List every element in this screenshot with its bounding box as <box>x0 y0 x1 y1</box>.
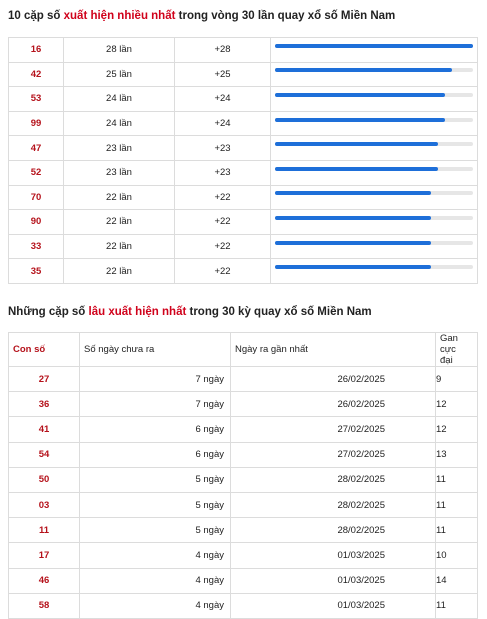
max-gan: 13 <box>436 442 478 467</box>
days-not-appeared: 5 ngày <box>80 492 231 517</box>
frequency-bar-track <box>275 118 473 122</box>
title-prefix: 10 cặp số <box>8 10 64 22</box>
pair-number: 50 <box>9 467 80 492</box>
table-row <box>9 442 478 467</box>
header-so-ngay: Số ngày chưa ra <box>80 333 231 367</box>
table-row <box>9 234 478 259</box>
last-appeared-date: 27/02/2025 <box>231 417 436 442</box>
header-gan-cuc-dai: Gan cực đại <box>436 333 478 367</box>
appear-count: 28 lần <box>64 38 175 63</box>
frequency-bar-track <box>275 68 473 72</box>
title-highlight: lâu xuất hiện nhất <box>88 306 187 318</box>
pair-number: 46 <box>9 568 80 593</box>
gan-table <box>8 332 478 619</box>
last-appeared-date: 28/02/2025 <box>231 492 436 517</box>
appear-count: 23 lần <box>64 160 175 185</box>
pair-number: 52 <box>9 160 64 185</box>
header-ngay-ra: Ngày ra gần nhất <box>231 333 436 367</box>
pair-number: 17 <box>9 543 80 568</box>
last-appeared-date: 28/02/2025 <box>231 467 436 492</box>
last-appeared-date: 28/02/2025 <box>231 518 436 543</box>
appear-diff: +22 <box>175 234 271 259</box>
max-gan: 12 <box>436 392 478 417</box>
frequency-bar-cell <box>271 111 478 136</box>
max-gan: 14 <box>436 568 478 593</box>
frequency-bar-fill <box>275 142 438 146</box>
last-appeared-date: 26/02/2025 <box>231 367 436 392</box>
frequency-bar-track <box>275 191 473 195</box>
pair-number: 41 <box>9 417 80 442</box>
days-not-appeared: 6 ngày <box>80 442 231 467</box>
appear-count: 25 lần <box>64 62 175 87</box>
appear-count: 22 lần <box>64 210 175 235</box>
frequency-bar-cell <box>271 87 478 112</box>
days-not-appeared: 7 ngày <box>80 392 231 417</box>
frequency-section-title <box>8 10 395 22</box>
table-row <box>9 417 478 442</box>
gan-header-row <box>9 333 478 367</box>
gan-section-title <box>8 306 372 318</box>
table-row <box>9 568 478 593</box>
last-appeared-date: 26/02/2025 <box>231 392 436 417</box>
title-suffix: trong vòng 30 lần quay xổ số Miền Nam <box>175 10 396 22</box>
pair-number: 03 <box>9 492 80 517</box>
appear-count: 23 lần <box>64 136 175 161</box>
max-gan: 11 <box>436 467 478 492</box>
last-appeared-date: 01/03/2025 <box>231 543 436 568</box>
pair-number: 99 <box>9 111 64 136</box>
frequency-bar-fill <box>275 191 431 195</box>
pair-number: 35 <box>9 259 64 284</box>
frequency-bar-cell <box>271 62 478 87</box>
pair-number: 16 <box>9 38 64 63</box>
pair-number: 53 <box>9 87 64 112</box>
table-row <box>9 160 478 185</box>
pair-number: 11 <box>9 518 80 543</box>
frequency-bar-track <box>275 265 473 269</box>
pair-number: 27 <box>9 367 80 392</box>
days-not-appeared: 4 ngày <box>80 568 231 593</box>
days-not-appeared: 5 ngày <box>80 467 231 492</box>
table-row <box>9 136 478 161</box>
max-gan: 12 <box>436 417 478 442</box>
frequency-bar-fill <box>275 241 431 245</box>
frequency-bar-track <box>275 241 473 245</box>
frequency-bar-cell <box>271 160 478 185</box>
title-highlight: xuất hiện nhiều nhất <box>63 10 176 22</box>
appear-count: 24 lần <box>64 87 175 112</box>
header-con-so: Con số <box>9 333 80 367</box>
frequency-bar-track <box>275 142 473 146</box>
last-appeared-date: 27/02/2025 <box>231 442 436 467</box>
max-gan: 9 <box>436 367 478 392</box>
days-not-appeared: 5 ngày <box>80 518 231 543</box>
max-gan: 10 <box>436 543 478 568</box>
days-not-appeared: 4 ngày <box>80 593 231 618</box>
last-appeared-date: 01/03/2025 <box>231 593 436 618</box>
frequency-bar-cell <box>271 210 478 235</box>
table-row <box>9 259 478 284</box>
pair-number: 58 <box>9 593 80 618</box>
frequency-bar-track <box>275 44 473 48</box>
frequency-bar-fill <box>275 68 452 72</box>
frequency-bar-fill <box>275 167 438 171</box>
frequency-bar-cell <box>271 234 478 259</box>
appear-diff: +28 <box>175 38 271 63</box>
frequency-table <box>8 37 478 284</box>
last-appeared-date: 01/03/2025 <box>231 568 436 593</box>
table-row <box>9 367 478 392</box>
frequency-bar-fill <box>275 44 473 48</box>
table-row <box>9 185 478 210</box>
pair-number: 47 <box>9 136 64 161</box>
table-row <box>9 38 478 63</box>
appear-diff: +23 <box>175 136 271 161</box>
appear-diff: +22 <box>175 185 271 210</box>
frequency-bar-cell <box>271 136 478 161</box>
appear-diff: +24 <box>175 111 271 136</box>
appear-count: 22 lần <box>64 185 175 210</box>
pair-number: 42 <box>9 62 64 87</box>
title-prefix: Những cặp số <box>8 306 89 318</box>
appear-diff: +25 <box>175 62 271 87</box>
table-row <box>9 392 478 417</box>
days-not-appeared: 4 ngày <box>80 543 231 568</box>
table-row <box>9 87 478 112</box>
pair-number: 70 <box>9 185 64 210</box>
table-row <box>9 543 478 568</box>
pair-number: 90 <box>9 210 64 235</box>
frequency-bar-fill <box>275 118 445 122</box>
appear-count: 22 lần <box>64 259 175 284</box>
table-row <box>9 467 478 492</box>
frequency-bar-track <box>275 216 473 220</box>
days-not-appeared: 6 ngày <box>80 417 231 442</box>
appear-count: 22 lần <box>64 234 175 259</box>
table-row <box>9 62 478 87</box>
appear-diff: +22 <box>175 210 271 235</box>
table-row <box>9 111 478 136</box>
days-not-appeared: 7 ngày <box>80 367 231 392</box>
pair-number: 54 <box>9 442 80 467</box>
appear-diff: +23 <box>175 160 271 185</box>
title-suffix: trong 30 kỳ quay xổ số Miền Nam <box>186 306 372 318</box>
max-gan: 11 <box>436 593 478 618</box>
appear-diff: +22 <box>175 259 271 284</box>
frequency-bar-track <box>275 93 473 97</box>
table-row <box>9 593 478 618</box>
max-gan: 11 <box>436 518 478 543</box>
frequency-bar-fill <box>275 216 431 220</box>
table-row <box>9 210 478 235</box>
frequency-bar-cell <box>271 38 478 63</box>
max-gan: 11 <box>436 492 478 517</box>
appear-count: 24 lần <box>64 111 175 136</box>
pair-number: 36 <box>9 392 80 417</box>
frequency-bar-fill <box>275 93 445 97</box>
appear-diff: +24 <box>175 87 271 112</box>
frequency-bar-cell <box>271 185 478 210</box>
table-row <box>9 492 478 517</box>
frequency-bar-fill <box>275 265 431 269</box>
table-row <box>9 518 478 543</box>
frequency-bar-cell <box>271 259 478 284</box>
frequency-bar-track <box>275 167 473 171</box>
pair-number: 33 <box>9 234 64 259</box>
